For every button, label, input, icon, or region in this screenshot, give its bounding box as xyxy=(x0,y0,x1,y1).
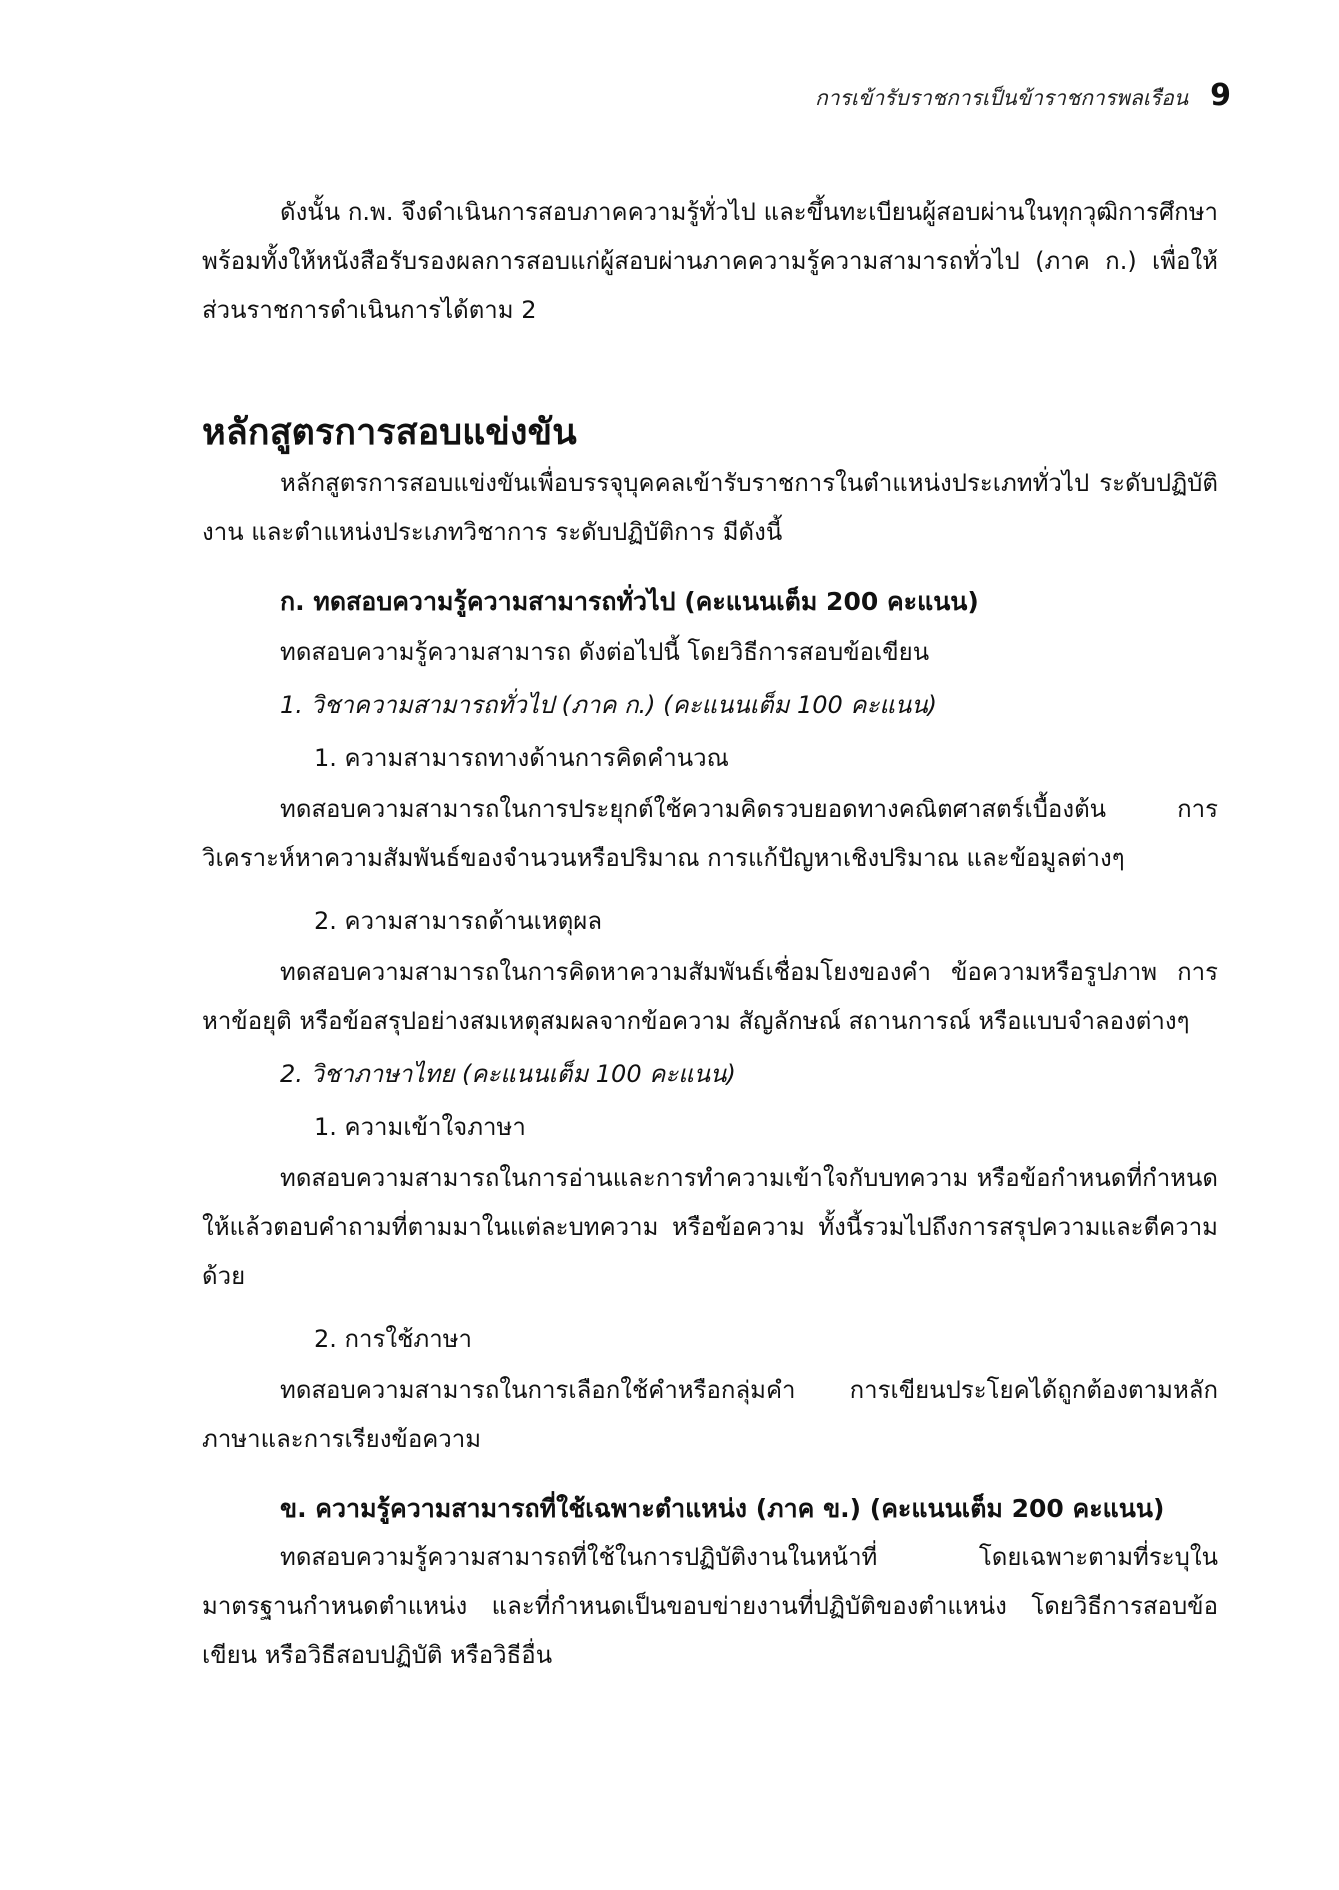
intro-paragraph: ดังนั้น ก.พ. จึงดำเนินการสอบภาคความรู้ทั่วไป และขึ้นทะเบียนผู้สอบผ่านในทุกวุฒิการศึกษาพร้อมทั้งให้หนังสือรับรองผลการสอบแก่ผู้สอบผ่านภาคความรู้ความสามารถทั่วไป (ภาค ก.) เพื่อให้ส่วนราชการดำเนินการได้ตาม 2 xyxy=(202,198,1218,324)
section-intro: หลักสูตรการสอบแข่งขันเพื่อบรรจุบุคคลเข้ารับราชการในตำแหน่งประเภททั่วไป ระดับปฏิบัติงาน และตำแหน่งประเภทวิชาการ ระดับปฏิบัติการ มีดังนี้ xyxy=(202,469,1218,546)
running-title: การเข้ารับราชการเป็นข้าราชการพลเรือน xyxy=(815,86,1189,110)
page-number: 9 xyxy=(1210,78,1231,113)
subject-1-item-1-desc: ทดสอบความสามารถในการประยุกต์ใช้ความคิดรวบยอดทางคณิตศาสตร์เบื้องต้น การวิเคราะห์หาความสัมพันธ์ของจำนวนหรือปริมาณ การแก้ปัญหาเชิงปริมาณ และข้อมูลต่างๆ xyxy=(202,795,1218,872)
section-title: หลักสูตรการสอบแข่งขัน xyxy=(202,412,577,453)
part-a-heading: ก. ทดสอบความรู้ความสามารถทั่วไป (คะแนนเต็ม 200 คะแนน) xyxy=(280,587,979,616)
subject-2-item-2-label: 2. การใช้ภาษา xyxy=(314,1325,473,1353)
part-b-desc: ทดสอบความรู้ความสามารถที่ใช้ในการปฏิบัติงานในหน้าที่ โดยเฉพาะตามที่ระบุในมาตรฐานกำหนดตำแหน่ง และที่กำหนดเป็นขอบข่ายงานที่ปฏิบัติของตำแหน่ง โดยวิธีการสอบข้อเขียน หรือวิธีสอบปฏิบัติ หรือวิธีอื่น xyxy=(202,1543,1218,1669)
subject-2-item-2-desc: ทดสอบความสามารถในการเลือกใช้คำหรือกลุ่มคำ การเขียนประโยคได้ถูกต้องตามหลักภาษาและการเรียงข้อความ xyxy=(202,1376,1218,1453)
running-header xyxy=(815,78,1231,115)
subject-2-item-1-desc: ทดสอบความสามารถในการอ่านและการทำความเข้าใจกับบทความ หรือข้อกำหนดที่กำหนดให้แล้วตอบคำถามที่ตามมาในแต่ละบทความ หรือข้อความ ทั้งนี้รวมไปถึงการสรุปความและตีความด้วย xyxy=(202,1164,1218,1290)
subject-1-item-2-desc: ทดสอบความสามารถในการคิดหาความสัมพันธ์เชื่อมโยงของคำ ข้อความหรือรูปภาพ การหาข้อยุติ หรือข้อสรุปอย่างสมเหตุสมผลจากข้อความ สัญลักษณ์ สถานการณ์ หรือแบบจำลองต่างๆ xyxy=(202,958,1218,1035)
part-b-heading: ข. ความรู้ความสามารถที่ใช้เฉพาะตำแหน่ง (ภาค ข.) (คะแนนเต็ม 200 คะแนน) xyxy=(280,1494,1165,1523)
subject-1-item-1-label: 1. ความสามารถทางด้านการคิดคำนวณ xyxy=(314,744,729,772)
subject-2-title: 2. วิชาภาษาไทย (คะแนนเต็ม 100 คะแนน) xyxy=(280,1060,736,1088)
document-body xyxy=(202,188,1218,1680)
subject-1-item-2-label: 2. ความสามารถด้านเหตุผล xyxy=(314,907,603,935)
subject-2-item-1-label: 1. ความเข้าใจภาษา xyxy=(314,1113,526,1141)
subject-1-title: 1. วิชาความสามารถทั่วไป (ภาค ก.) (คะแนนเต็ม 100 คะแนน) xyxy=(280,691,938,719)
part-a-intro: ทดสอบความรู้ความสามารถ ดังต่อไปนี้ โดยวิธีการสอบข้อเขียน xyxy=(280,638,930,666)
